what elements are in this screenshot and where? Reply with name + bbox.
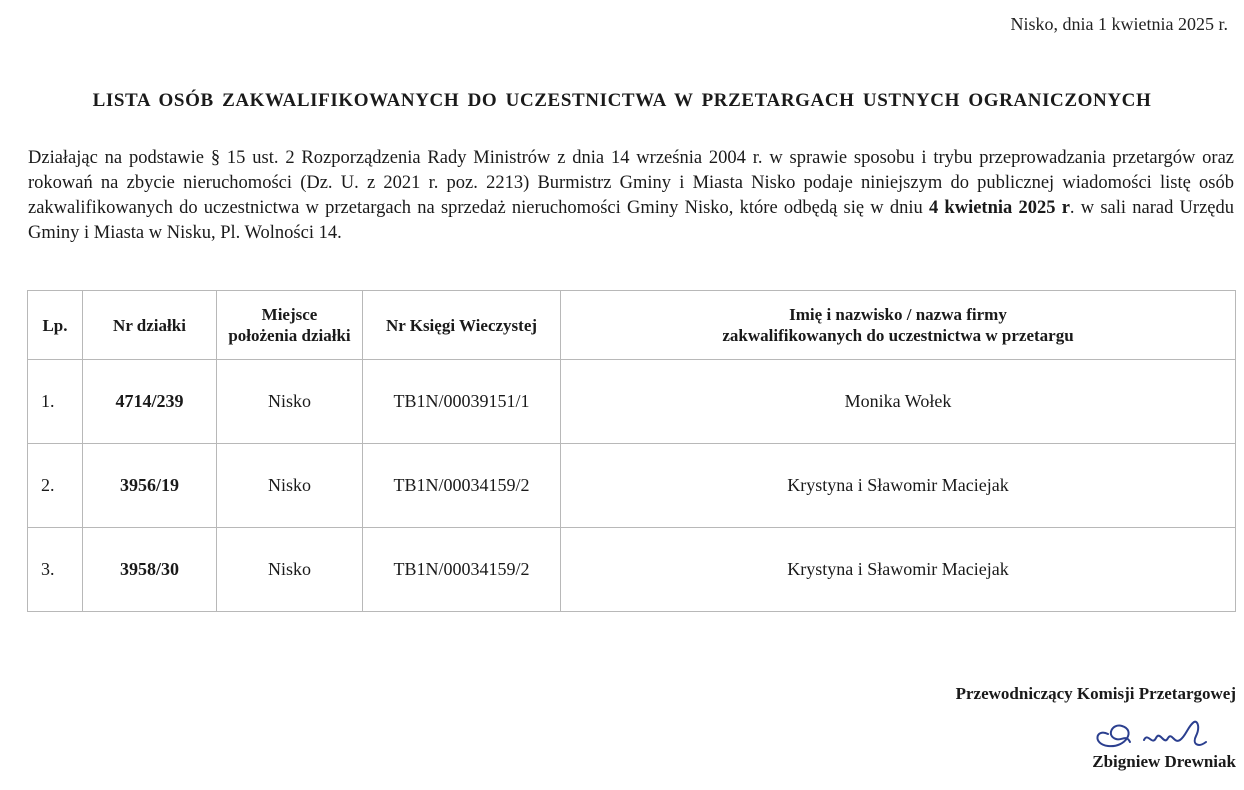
qualified-persons-table: [27, 290, 1236, 612]
row-land-register: TB1N/00034159/2: [363, 528, 561, 612]
row-qualified-names: Monika Wołek: [561, 360, 1236, 444]
intro-paragraph: [28, 146, 1234, 246]
row-plot-number: 4714/239: [83, 360, 217, 444]
table-row: [28, 528, 1236, 612]
row-qualified-names: Krystyna i Sławomir Maciejak: [561, 444, 1236, 528]
row-lp: 3.: [28, 528, 83, 612]
header-plot-number: Nr działki: [83, 291, 217, 360]
row-land-register: TB1N/00034159/2: [363, 444, 561, 528]
row-location: Nisko: [217, 444, 363, 528]
table-row: [28, 444, 1236, 528]
row-qualified-names: Krystyna i Sławomir Maciejak: [561, 528, 1236, 612]
document-title: LISTA OSÓB ZAKWALIFIKOWANYCH DO UCZESTNICTWA W PRZETARGACH USTNYCH OGRANICZONYCH: [92, 90, 1152, 111]
signatory-role: Przewodniczący Komisji Przetargowej: [955, 684, 1236, 703]
row-location: Nisko: [217, 360, 363, 444]
header-location-line1: Miejsce: [261, 305, 318, 324]
row-plot-number: 3956/19: [83, 444, 217, 528]
place-date: Nisko, dnia 1 kwietnia 2025 r.: [1010, 14, 1228, 34]
signatory-name: Zbigniew Drewniak: [1092, 752, 1236, 771]
header-land-register: Nr Księgi Wieczystej: [363, 291, 561, 360]
intro-text-start: Działając na podstawie § 15 ust. 2 Rozporządzenia Rady Ministrów z dnia 14 września 2004 r. w sprawie sposobu i trybu przeprowadzania przetargów oraz rokowań na zbycie nieruchomości (Dz. U. z 2021 r. poz. 2213) Burmistrz Gminy i Miasta Nisko podaje niniejszym do publicznej wiadomości listę osób zakwalifikowanych do uczestnictwa w przetargach na sprzedaż nieruchomości Gminy Nisko, które odbędą się w dniu: [28, 148, 1234, 218]
table-row: [28, 360, 1236, 444]
row-land-register: TB1N/00039151/1: [363, 360, 561, 444]
row-location: Nisko: [217, 528, 363, 612]
row-plot-number: 3958/30: [83, 528, 217, 612]
row-lp: 2.: [28, 444, 83, 528]
table-header-row: [28, 291, 1236, 360]
handwritten-signature: [1086, 712, 1216, 756]
header-names-line2: zakwalifikowanych do uczestnictwa w przetargu: [722, 326, 1074, 345]
header-names-line1: Imię i nazwisko / nazwa firmy: [789, 305, 1007, 324]
auction-date: 4 kwietnia 2025 r: [928, 198, 1070, 218]
intro-text-end: . w sali narad Urzędu Gminy i Miasta w Nisku, Pl. Wolności 14.: [28, 198, 1234, 243]
header-lp: Lp.: [28, 291, 83, 360]
header-location-line2: położenia działki: [228, 326, 351, 345]
row-lp: 1.: [28, 360, 83, 444]
header-location: [217, 291, 363, 360]
header-qualified-names: [561, 291, 1236, 360]
